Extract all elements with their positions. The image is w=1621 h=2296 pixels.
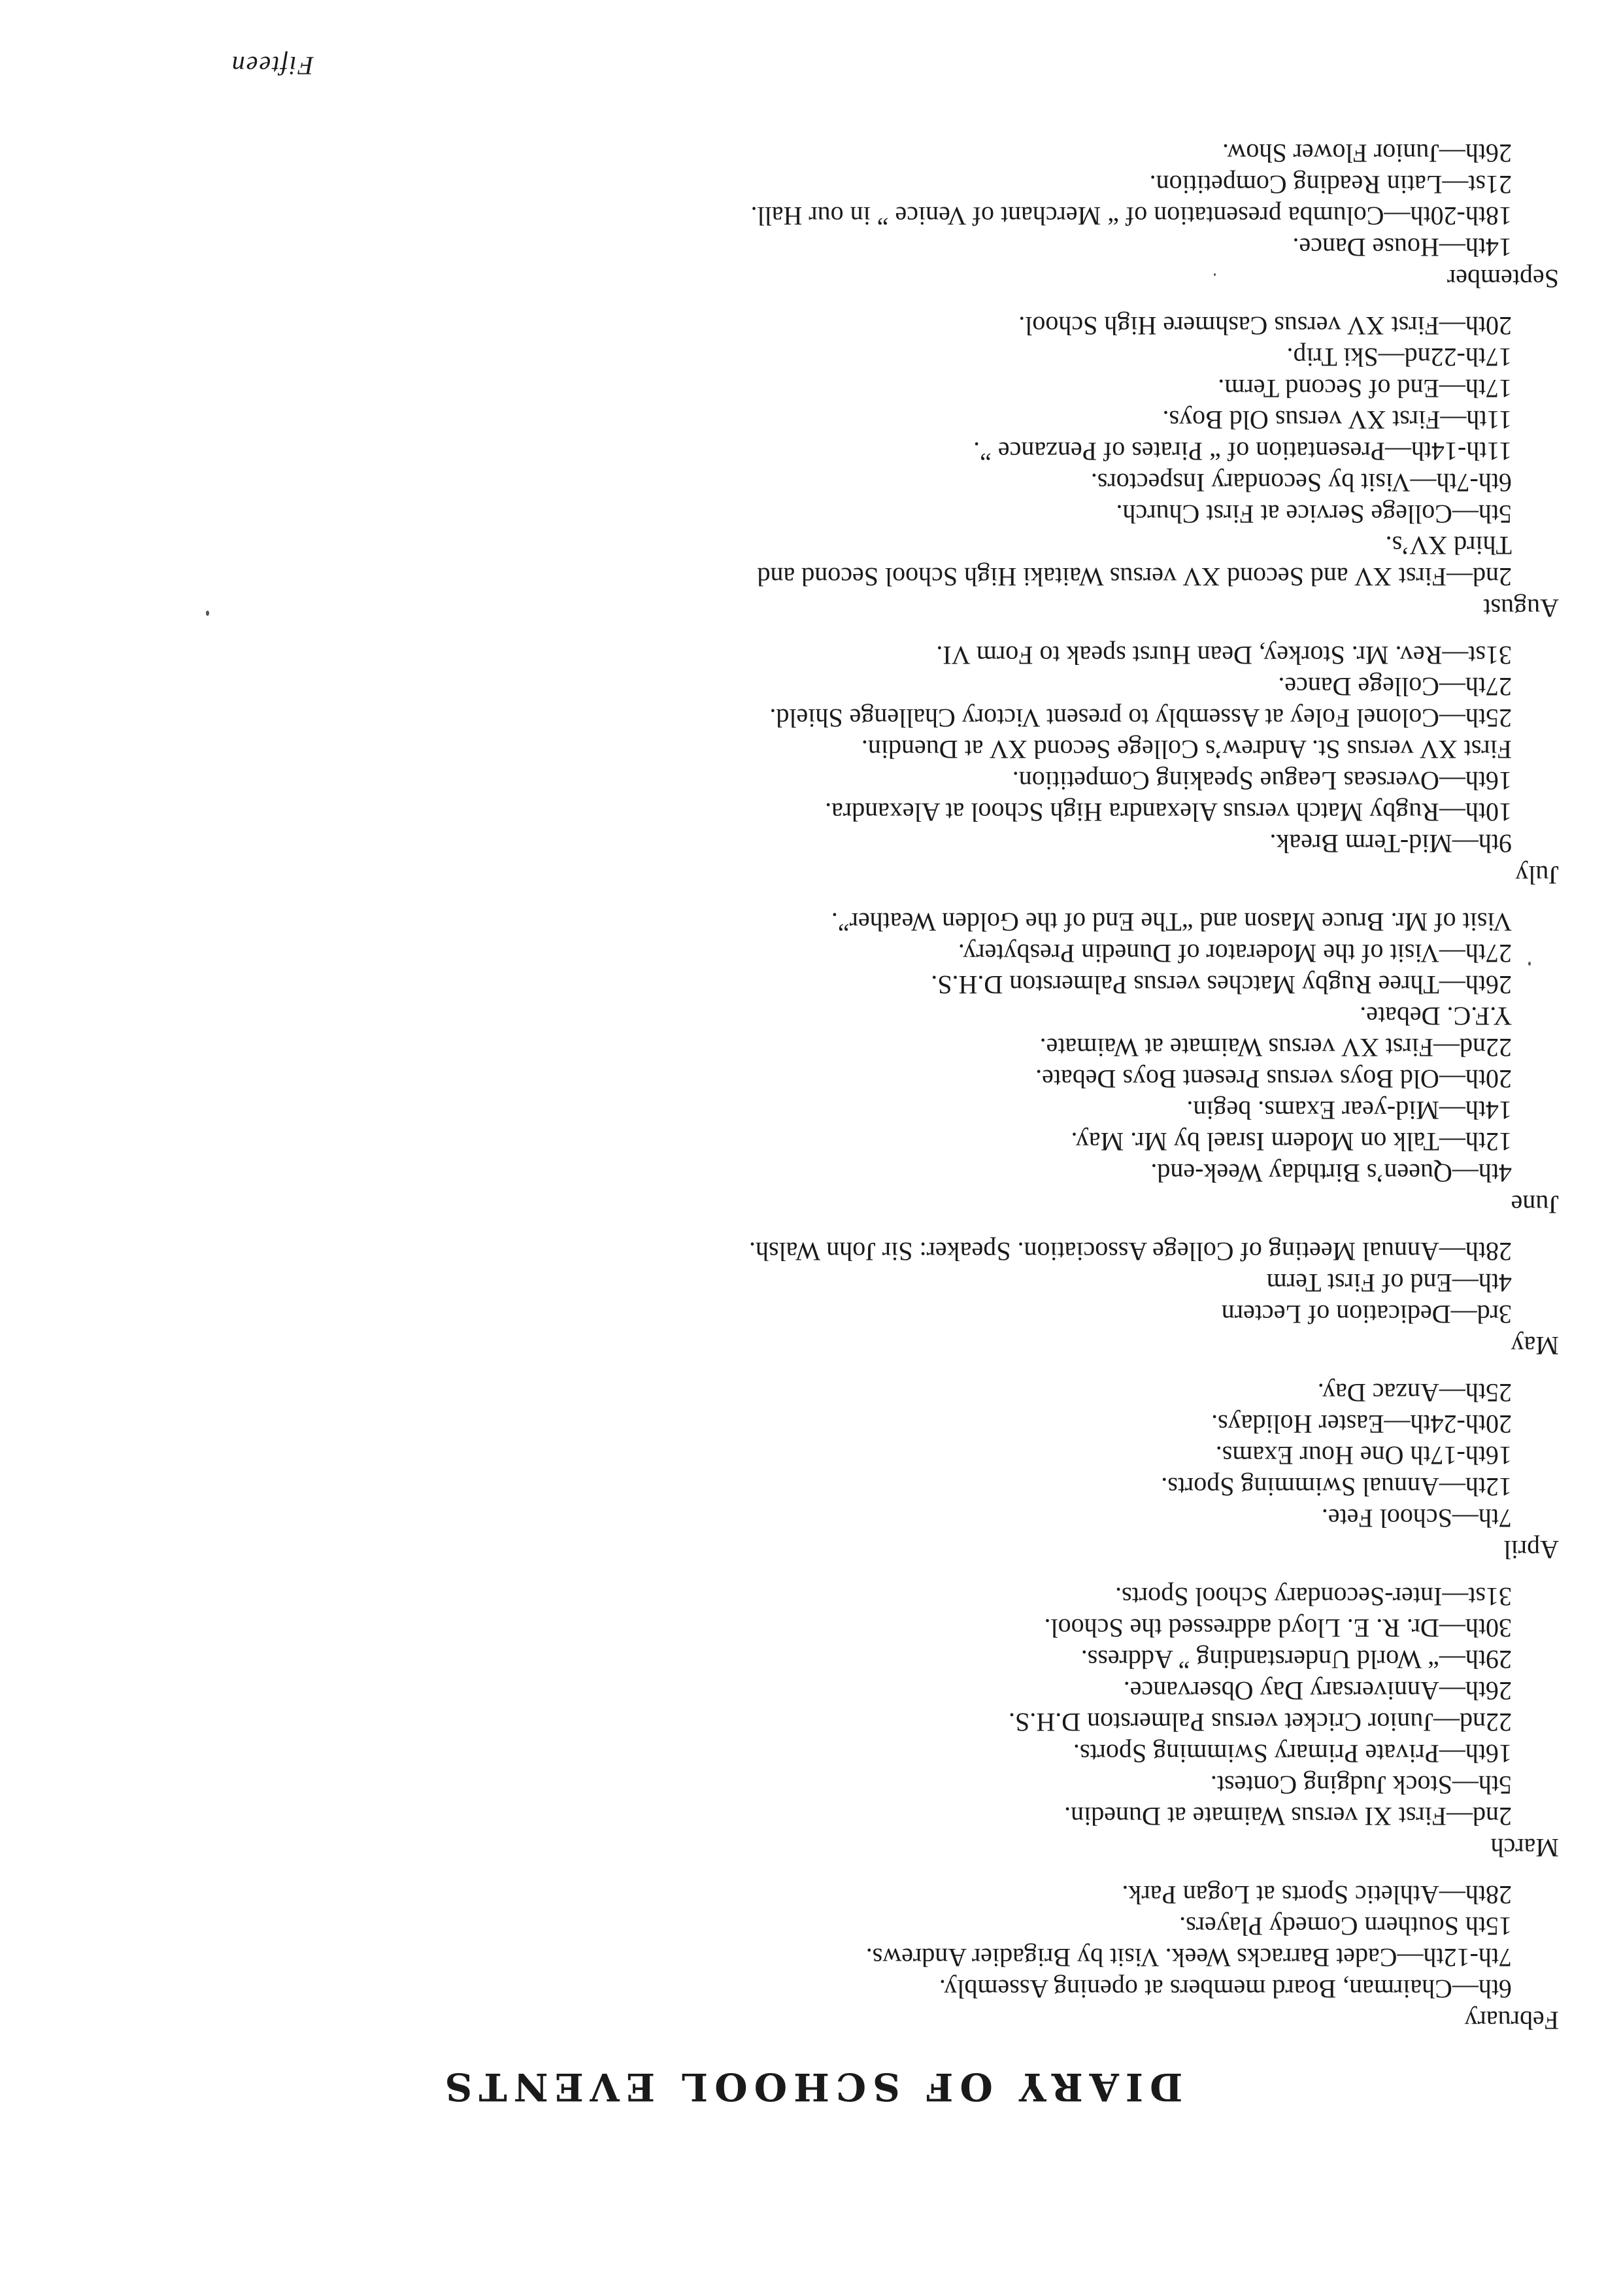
diary-entry: 29th—“ World Understanding ” Address.: [1080, 1645, 1512, 1674]
diary-entry: 16th—Private Primary Swimming Sports.: [1073, 1739, 1512, 1768]
month-heading: March: [1490, 1833, 1559, 1863]
month-section: [186, 1879, 1559, 2036]
diary-entry: 30th—Dr. R. E. Lloyd addressed the School.: [1044, 1613, 1512, 1643]
diary-entry: 26th—Anniversary Day Observance.: [1123, 1676, 1512, 1706]
diary-entry: 2nd—First XI versus Waimate at Dunedin.: [1064, 1802, 1512, 1831]
scan-speck: [1214, 273, 1216, 276]
scan-speck: [1528, 962, 1531, 966]
diary-entry: 12th—Talk on Modern Israel by Mr. May.: [1071, 1127, 1512, 1156]
month-section: [186, 906, 1559, 1220]
diary-entry: 27th—Visit of the Moderator of Dunedin Presbytery.: [958, 939, 1512, 968]
diary-entry: 14th—Mid-year Exams. begin.: [1186, 1096, 1512, 1125]
diary-entry: 11th-14th—Presentation of “ Pirates of Penzance ”.: [973, 437, 1512, 466]
diary-entry: 28th—Annual Meeting of College Association. Speaker: Sir John Walsh.: [748, 1237, 1512, 1266]
month-heading: June: [1511, 1190, 1559, 1219]
diary-entry: 5th—Stock Judging Contest.: [1210, 1770, 1512, 1800]
month-section: [186, 1581, 1559, 1863]
diary-entry: 12th—Annual Swimming Sports.: [1161, 1472, 1512, 1502]
diary-entry: 20th—First XV versus Cashmere High School.: [1018, 311, 1512, 341]
diary-entry: 14th—House Dance.: [1292, 233, 1512, 262]
diary-entry: 31st—Inter-Secondary School Sports.: [1115, 1582, 1512, 1612]
diary-entry: 6th—Chairman, Board members at opening Assembly.: [939, 1974, 1512, 2004]
diary-entry: 31st—Rev. Mr. Storkey, Dean Hurst speak to Form VI.: [936, 641, 1512, 670]
diary-entry: 28th—Athletic Sports at Logan Park.: [1122, 1880, 1512, 1910]
diary-entry: 17th—End of Second Term.: [1218, 374, 1512, 403]
month-section: [186, 639, 1559, 890]
diary-entry: 27th—College Dance.: [1278, 672, 1512, 701]
month-section: [186, 1377, 1559, 1565]
month-heading: August: [1483, 594, 1559, 623]
diary-entry: 15th Southern Comedy Players.: [1179, 1912, 1512, 1941]
diary-entry: 6th-7th—Visit by Secondary Inspectors.: [1090, 468, 1512, 498]
diary-entry: 5th—College Service at First Church.: [1116, 499, 1512, 529]
diary-entry: 2nd—First XV and Second XV versus Waitaki High School Second and: [757, 562, 1512, 592]
diary-entry: 18th-20th—Columba presentation of “ Merchant of Venice ” in our Hall.: [750, 201, 1512, 231]
month-section: [186, 137, 1559, 294]
diary-entry: 26th—Three Rugby Matches versus Palmerston D.H.S.: [931, 970, 1512, 1000]
diary-entry: 25th—Anzac Day.: [1317, 1378, 1512, 1408]
page-number: Fifteen: [230, 51, 314, 80]
diary-entry: 26th—Junior Flower Show.: [1222, 139, 1512, 168]
diary-entry: 7th-12th—Cadet Barracks Week. Visit by Brigadier Andrews.: [865, 1943, 1512, 1972]
month-section: [186, 1236, 1559, 1361]
diary-list: [186, 137, 1559, 2036]
diary-entry: 20th—Old Boys versus Present Boys Debate.: [1035, 1064, 1512, 1094]
diary-entry: 22nd—Junior Cricket versus Palmerston D.H.S.: [1009, 1708, 1512, 1737]
month-section: [186, 310, 1559, 624]
month-heading: May: [1511, 1331, 1559, 1360]
diary-entry: 4th—End of First Term: [1266, 1268, 1512, 1298]
diary-entry: 3rd—Dedication of Lectern: [1221, 1300, 1512, 1329]
diary-entry: Y.F.C. Debate.: [1360, 1002, 1512, 1031]
scan-speck: [206, 611, 209, 616]
diary-entry: 9th—Mid-Term Break.: [1269, 829, 1512, 858]
diary-entry: Visit of Mr. Bruce Mason and “The End of the Golden Weather”.: [831, 907, 1512, 937]
diary-entry: 20th-24th—Easter Holidays.: [1211, 1410, 1512, 1439]
diary-entry: 16th-17th One Hour Exams.: [1215, 1441, 1512, 1470]
diary-entry: 4th—Queen’s Birthday Week-end.: [1150, 1158, 1512, 1188]
diary-entry: 10th—Rugby Match versus Alexandra High School at Alexandra.: [825, 798, 1512, 827]
month-heading: September: [1446, 264, 1559, 294]
month-heading: July: [1515, 860, 1559, 890]
diary-entry: Third XV’s.: [1385, 531, 1512, 560]
page-title: DIARY OF SCHOOL EVENTS: [438, 2065, 1183, 2109]
diary-entry: 16th—Overseas League Speaking Competition.: [1012, 766, 1512, 796]
diary-entry: 22nd—First XV versus Waimate at Waimate.: [1039, 1033, 1512, 1062]
diary-entry: 25th—Colonel Foley at Assembly to present Victory Challenge Shield.: [769, 703, 1512, 733]
diary-entry: 21st—Latin Reading Competition.: [1149, 170, 1512, 199]
diary-entry: First XV versus St. Andrew’s College Second XV at Duendin.: [861, 735, 1512, 764]
diary-entry: 11th—First XV versus Old Boys.: [1162, 405, 1512, 435]
month-heading: April: [1503, 1535, 1559, 1564]
diary-entry: 7th—School Fete.: [1321, 1504, 1512, 1533]
diary-entry: 17th-22nd—Ski Trip.: [1286, 343, 1512, 372]
month-heading: February: [1464, 2006, 1559, 2035]
